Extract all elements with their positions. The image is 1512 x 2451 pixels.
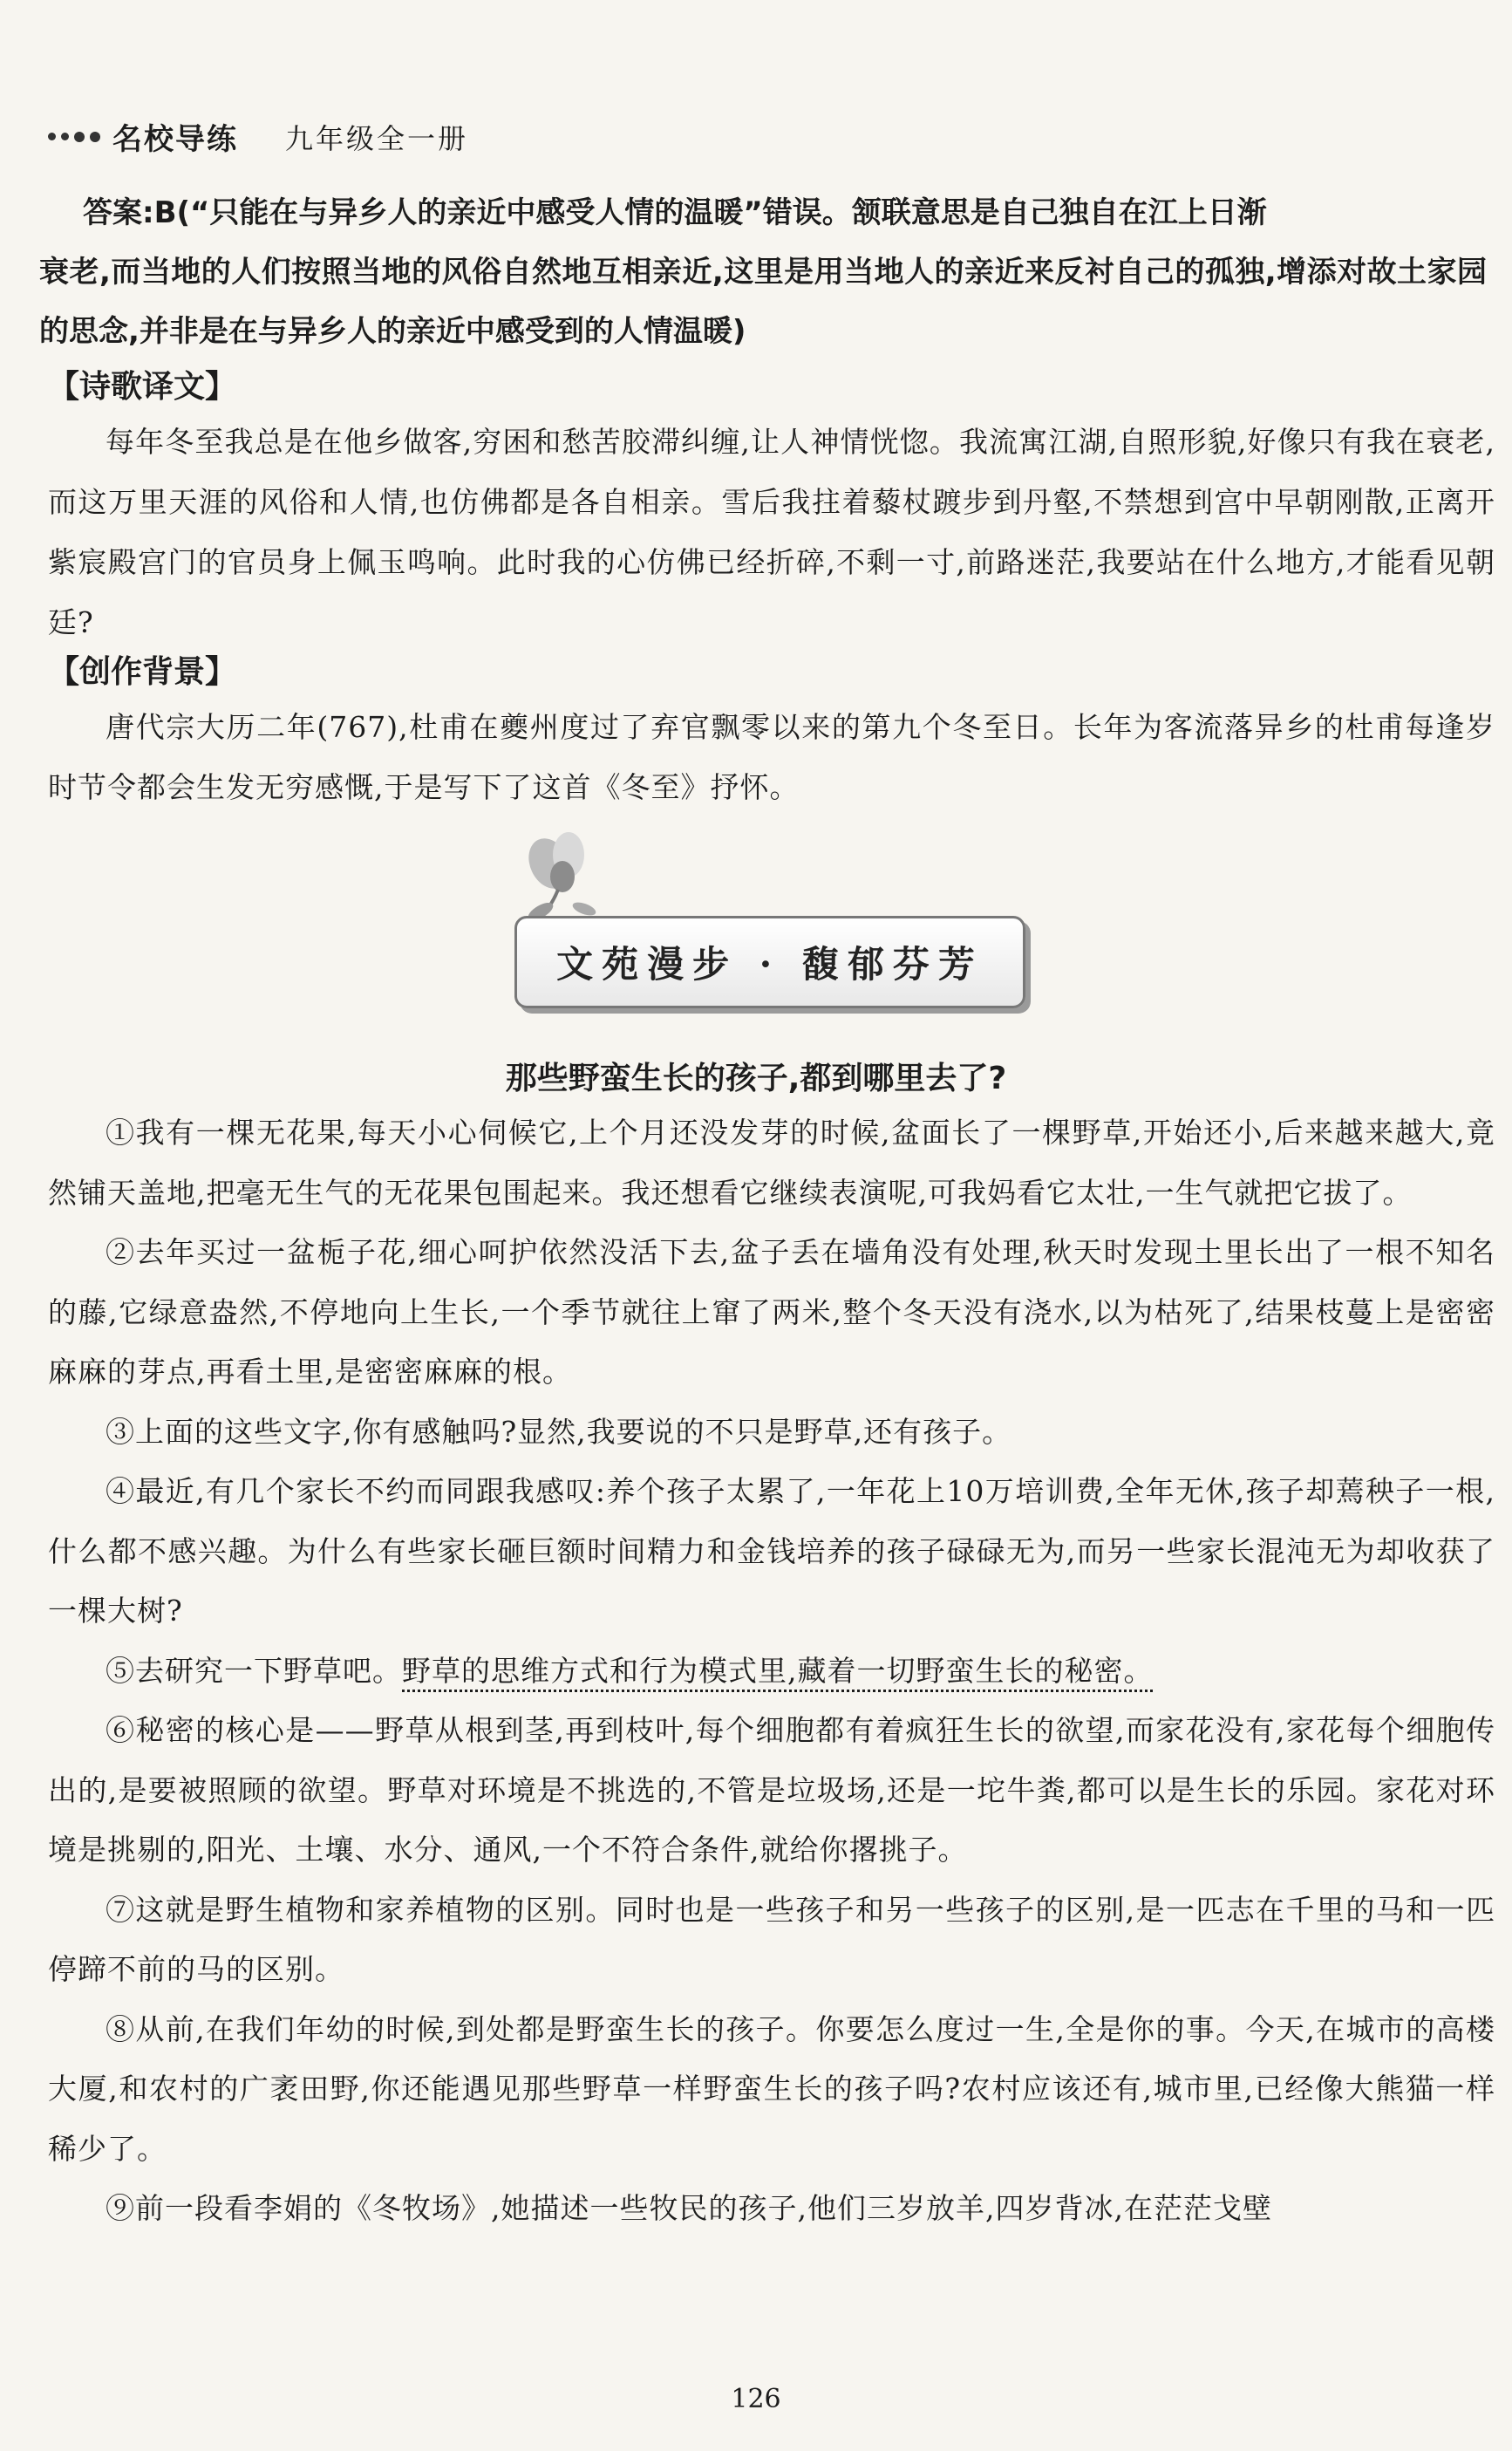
book-grade: 九年级全一册 [285, 121, 469, 155]
essay-paragraph-4: ④最近,有几个家长不约而同跟我感叹:养个孩子太累了,一年花上10万培训费,全年无休,孩子却蔫秧子一根,什么都不感兴趣。为什么有些家长砸巨额时间精力和金钱培养的孩子碌碌无为,而另一些家长混沌无为却收获了一棵大树? [48, 1474, 1495, 1628]
essay-paragraph-2: ②去年买过一盆栀子花,细心呵护依然没活下去,盆子丢在墙角没有处理,秋天时发现土里长出了一根不知名的藤,它绿意盎然,不停地向上生长,一个季节就往上窜了两米,整个冬天没有浇水,以为枯死了,结果枝蔓上是密密麻麻的芽点,再看土里,是密密麻麻的根。 [48, 1235, 1495, 1389]
essay-paragraph-8: ⑧从前,在我们年幼的时候,到处都是野蛮生长的孩子。你要怎么度过一生,全是你的事。今天,在城市的高楼大厦,和农村的广袤田野,你还能遇见那些野草一样野蛮生长的孩子吗?农村应该还有,城市里,已经像大熊猫一样稀少了。 [48, 2011, 1495, 2166]
translation-section [48, 362, 1495, 652]
dots-ornament-icon [48, 132, 100, 142]
essay-paragraph-6: ⑥秘密的核心是——野草从根到茎,再到枝叶,每个细胞都有着疯狂生长的欲望,而家花没有,家花每个细胞传出的,是要被照顾的欲望。野草对环境是不挑选的,不管是垃圾场,还是一坨牛粪,都可以是生长的乐园。家花对环境是挑剔的,阳光、土壤、水分、通风,一个不符合条件,就给你撂挑子。 [48, 1713, 1495, 1867]
answer-continuation: 衰老,而当地的人们按照当地的风俗自然地互相亲近,这里是用当地人的亲近来反衬自己的孤独,增添对故土家园的思念,并非是在与异乡人的亲近中感受到的人情温暖) [39, 255, 1487, 349]
book-brand: 名校导练 [112, 122, 238, 157]
translation-heading: 【诗歌译文】 [48, 369, 237, 405]
essay-title: 那些野蛮生长的孩子,都到哪里去了? [505, 1061, 1007, 1096]
essay-paragraph-5 [48, 1642, 1495, 1702]
essay-paragraph-7: ⑦这就是野生植物和家养植物的区别。同时也是一些孩子和另一些孩子的区别,是一匹志在千里的马和一匹停蹄不前的马的区别。 [48, 1892, 1495, 1986]
banner-title: 文苑漫步 · 馥郁芬芳 [556, 943, 984, 986]
section-banner [514, 837, 1020, 1012]
translation-text: 每年冬至我总是在他乡做客,穷困和愁苦胶滞纠缠,让人神情恍惚。我流寓江湖,自照形貌,好像只有我在衰老,而这万里天涯的风俗和人情,也仿佛都是各自相亲。雪后我拄着藜杖踱步到丹壑,不禁想到宫中早朝刚散,正离开紫宸殿宫门的官员身上佩玉鸣响。此时我的心仿佛已经折碎,不剩一寸,前路迷茫,我要站在什么地方,才能看见朝廷? [48, 425, 1495, 639]
page-header [48, 115, 468, 158]
background-heading: 【创作背景】 [48, 654, 237, 690]
essay-body [48, 1103, 1495, 2239]
background-section [48, 647, 1495, 817]
essay-paragraph-5-lead: ⑤去研究一下野草吧。 [106, 1653, 402, 1688]
banner-box [514, 916, 1025, 1008]
essay-paragraph-5-emphasis: 野草的思维方式和行为模式里,藏着一切野蛮生长的秘密。 [402, 1653, 1154, 1688]
essay-paragraph-9: ⑨前一段看李娟的《冬牧场》,她描述一些牧民的孩子,他们三岁放羊,四岁背冰,在茫茫戈壁 [106, 2191, 1272, 2225]
answer-line-1: 答案:B(“只能在与异乡人的亲近中感受人情的温暖”错误。颔联意思是自己独自在江上日渐 [83, 195, 1267, 230]
page-number: 126 [731, 2384, 781, 2414]
essay-paragraph-1: ①我有一棵无花果,每天小心伺候它,上个月还没发芽的时候,盆面长了一棵野草,开始还小,后来越来越大,竟然铺天盖地,把毫无生气的无花果包围起来。我还想看它继续表演呢,可我妈看它太壮,一生气就把它拔了。 [48, 1116, 1495, 1210]
answer-block [39, 183, 1487, 361]
background-text: 唐代宗大历二年(767),杜甫在夔州度过了弃官飘零以来的第九个冬至日。长年为客流落异乡的杜甫每逢岁时节令都会生发无穷感慨,于是写下了这首《冬至》抒怀。 [48, 710, 1495, 804]
essay-paragraph-3: ③上面的这些文字,你有感触吗?显然,我要说的不只是野草,还有孩子。 [106, 1414, 1012, 1449]
